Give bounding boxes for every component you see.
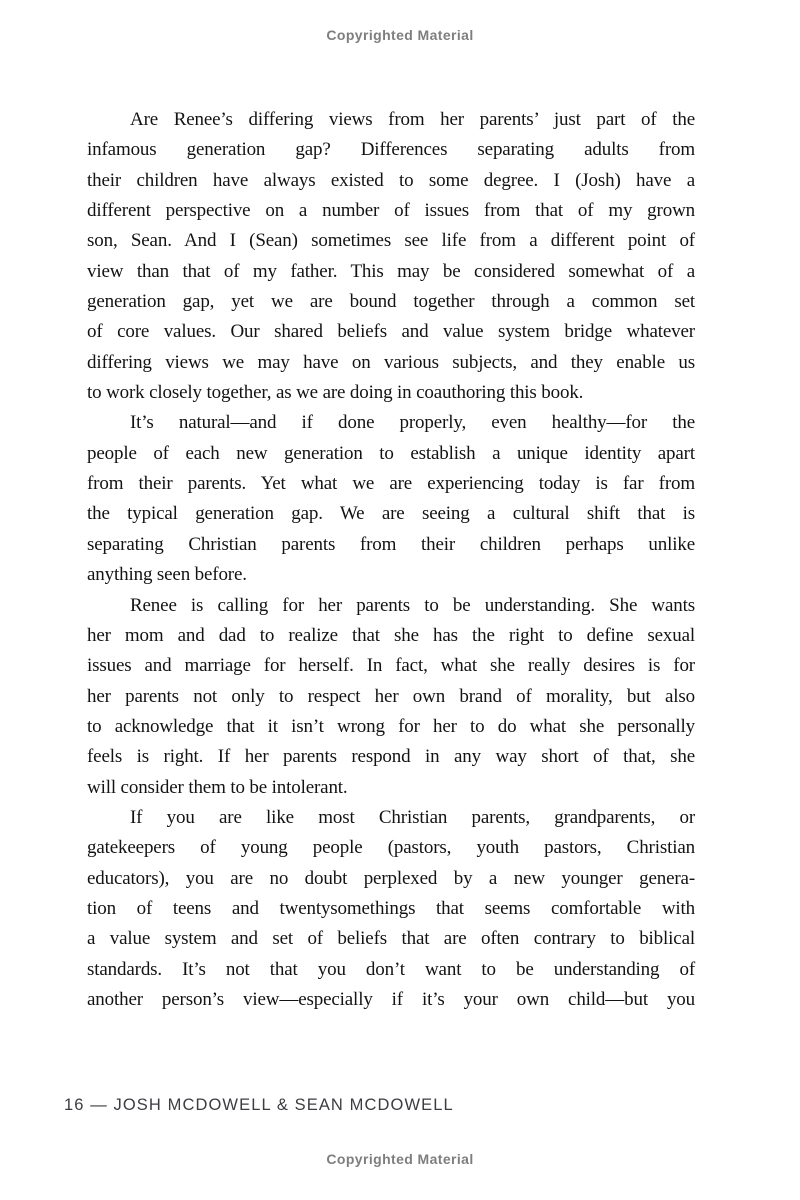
text-line: tion of teens and twentysomethings that seems comfortable with	[87, 897, 695, 919]
text-line: different perspective on a number of issues from that of my grown	[87, 200, 695, 222]
text-line: separating Christian parents from their children perhaps unlike	[87, 533, 695, 555]
text-line: a value system and set of beliefs that are often contrary to biblical	[87, 928, 695, 950]
text-line: will consider them to be intolerant.	[87, 776, 348, 798]
paragraph	[87, 803, 695, 1015]
text-line: from their parents. Yet what we are experiencing today is far from	[87, 473, 695, 495]
text-line: of core values. Our shared beliefs and value system bridge whatever	[87, 321, 695, 343]
text-line: son, Sean. And I (Sean) sometimes see life from a different point of	[87, 230, 695, 252]
text-line: to acknowledge that it isn’t wrong for her to do what she personally	[87, 715, 695, 737]
text-line: Renee is calling for her parents to be understanding. She wants	[130, 594, 695, 616]
paragraph	[87, 105, 695, 408]
text-line: her parents not only to respect her own brand of morality, but also	[87, 685, 695, 707]
text-line: Are Renee’s differing views from her parents’ just part of the	[130, 109, 695, 130]
text-line: generation gap, yet we are bound together through a common set	[87, 291, 695, 313]
text-line: infamous generation gap? Differences separating adults from	[87, 139, 695, 161]
text-line: to work closely together, as we are doing in coauthoring this book.	[87, 382, 584, 404]
copyright-notice-bottom: Copyrighted Material	[326, 1151, 474, 1167]
text-line: issues and marriage for herself. In fact, what she really desires is for	[87, 655, 695, 677]
text-line: educators), you are no doubt perplexed by a new younger genera-	[87, 867, 695, 889]
paragraph	[87, 408, 695, 590]
text-line: standards. It’s not that you don’t want to be understanding of	[87, 958, 695, 980]
text-line: people of each new generation to establish a unique identity apart	[87, 442, 695, 464]
paragraph	[87, 591, 695, 803]
page-footer: 16 — JOSH MCDOWELL & SEAN MCDOWELL	[64, 1096, 454, 1114]
text-line: another person’s view—especially if it’s your own child—but you	[87, 988, 695, 1010]
text-line: their children have always existed to some degree. I (Josh) have a	[87, 169, 695, 191]
text-line: gatekeepers of young people (pastors, youth pastors, Christian	[87, 837, 695, 859]
copyright-notice-top: Copyrighted Material	[326, 27, 474, 43]
body-text	[87, 105, 695, 1015]
text-line: view than that of my father. This may be considered somewhat of a	[87, 260, 695, 282]
text-line: differing views we may have on various subjects, and they enable us	[87, 351, 695, 373]
text-line: feels is right. If her parents respond in any way short of that, she	[87, 746, 695, 768]
text-line: anything seen before.	[87, 564, 247, 586]
text-line: her mom and dad to realize that she has the right to define sexual	[87, 624, 695, 646]
text-line: the typical generation gap. We are seeing a cultural shift that is	[87, 503, 695, 525]
text-line: It’s natural—and if done properly, even healthy—for the	[130, 412, 695, 434]
text-line: If you are like most Christian parents, grandparents, or	[130, 806, 695, 828]
